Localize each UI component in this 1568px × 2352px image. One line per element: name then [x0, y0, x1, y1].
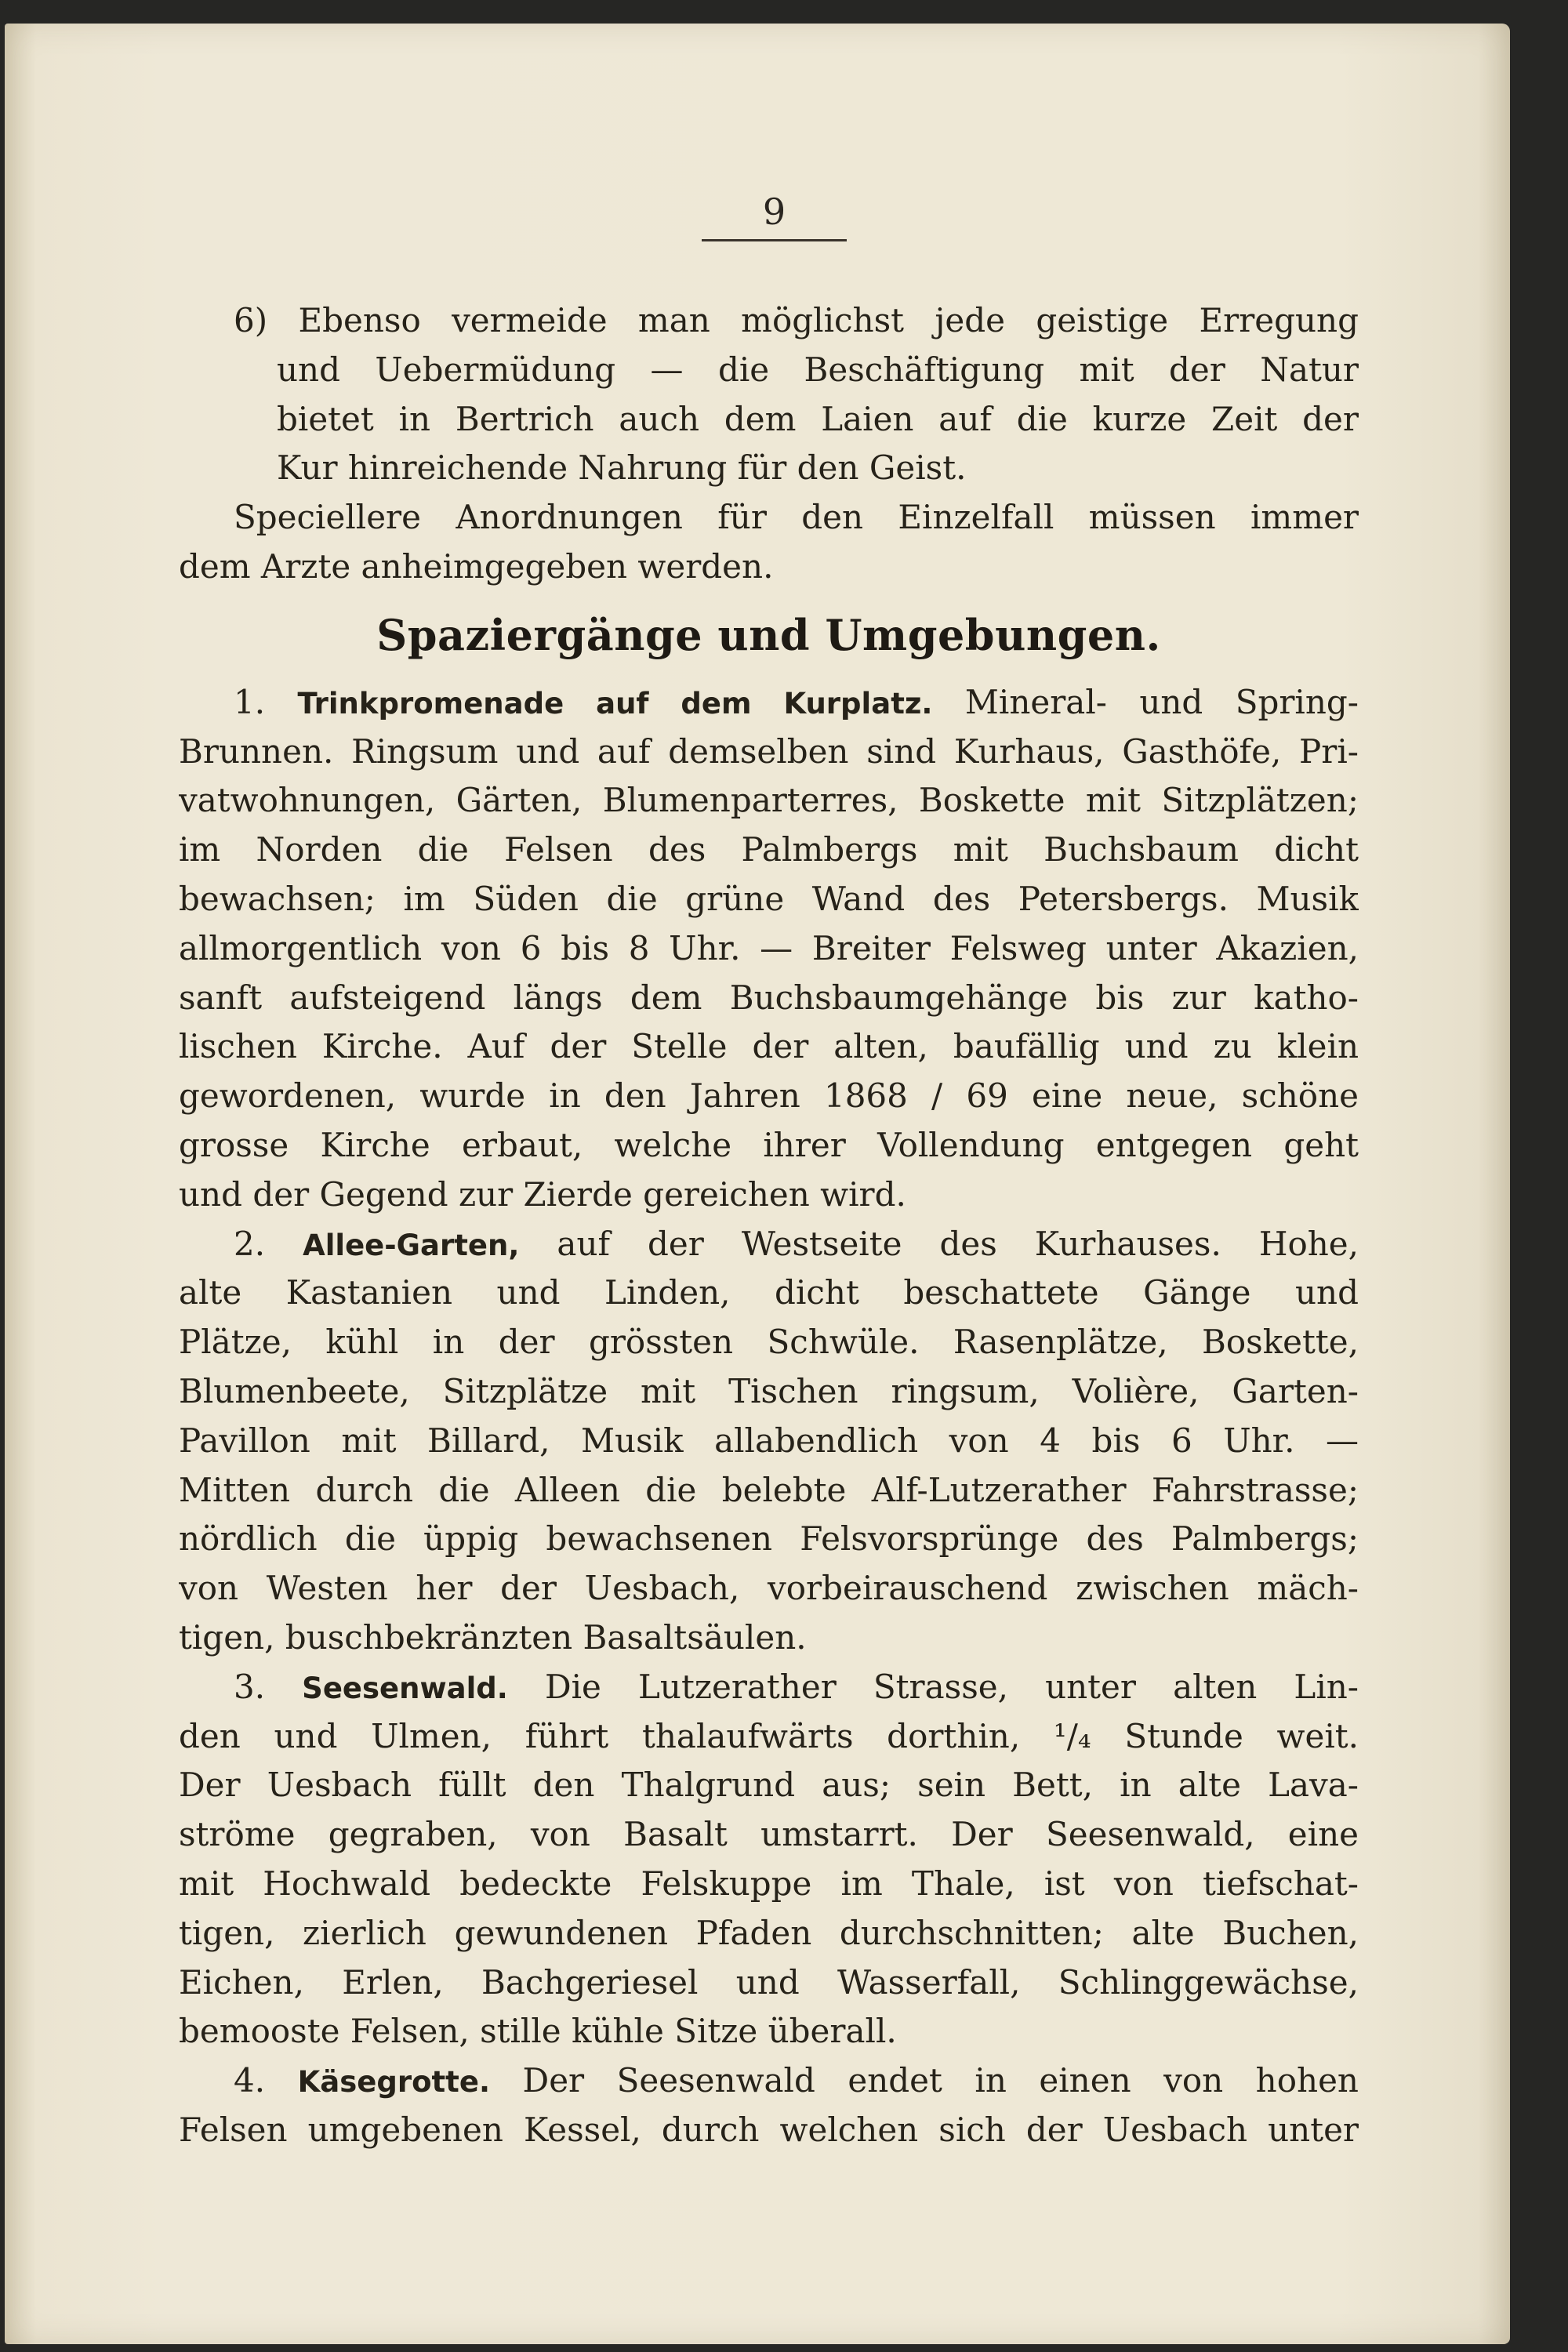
text-line: ströme gegraben, von Basalt umstarrt. Der Seesenwald, eine: [179, 1815, 1359, 1854]
text-line: Speciellere Anordnungen für den Einzelfall müssen immer: [234, 498, 1359, 537]
text-line: 6) Ebenso vermeide man möglichst jede geistige Erregung: [234, 301, 1359, 339]
text-line: Mitten durch die Alleen die belebte Alf-Lutzerather Fahrstrasse;: [179, 1470, 1359, 1509]
section-first-rest: Der Seesenwald endet in einen von hohen: [522, 2061, 1359, 2100]
section-number: 2.: [234, 1224, 303, 1263]
text-line: tigen, zierlich gewundenen Pfaden durchschnitten; alte Buchen,: [179, 1913, 1359, 1952]
section-heading: Spaziergänge und Umgebungen.: [376, 609, 1161, 660]
text-line: Brunnen. Ringsum und auf demselben sind Kurhaus, Gasthöfe, Pri-: [179, 731, 1359, 771]
text-line: bewachsen; im Süden die grüne Wand des Petersbergs. Musik: [179, 879, 1359, 918]
text-line: Kur hinreichende Nahrung für den Geist.: [277, 448, 967, 488]
text-line: grosse Kirche erbaut, welche ihrer Vollendung entgegen geht: [179, 1125, 1359, 1164]
text-line: lischen Kirche. Auf der Stelle der alten, baufällig und zu klein: [179, 1027, 1359, 1066]
section-first-rest: auf der Westseite des Kurhauses. Hohe,: [557, 1224, 1359, 1263]
section-first-line: [179, 2056, 1359, 2106]
text-line: Blumenbeete, Sitzplätze mit Tischen ringsum, Volière, Garten-: [179, 1371, 1359, 1410]
text-line: nördlich die üppig bewachsenen Felsvorsprünge des Palmbergs;: [179, 1519, 1359, 1559]
section-number: 3.: [234, 1667, 303, 1706]
text-line: Pavillon mit Billard, Musik allabendlich von 4 bis 6 Uhr. —: [179, 1421, 1359, 1460]
section-title: Seesenwald.: [302, 1671, 508, 1705]
section-first-rest: Mineral- und Spring-: [964, 682, 1359, 721]
text-line: gewordenen, wurde in den Jahren 1868 / 69 eine neue, schöne: [179, 1076, 1359, 1116]
sections: [179, 678, 1359, 2155]
section-number: 1.: [234, 682, 298, 721]
intro-paragraphs: [179, 296, 1359, 592]
text-line: vatwohnungen, Gärten, Blumenparterres, Boskette mit Sitzplätzen;: [179, 781, 1359, 820]
text-line: im Norden die Felsen des Palmbergs mit Buchsbaum dicht: [179, 830, 1359, 869]
text-line: bemooste Felsen, stille kühle Sitze überall.: [179, 2012, 897, 2051]
section-number: 4.: [234, 2061, 298, 2100]
text-line: alte Kastanien und Linden, dicht beschattete Gänge und: [179, 1273, 1359, 1312]
section-title: Käsegrotte.: [297, 2065, 491, 2100]
text-line: und der Gegend zur Zierde gereichen wird.: [179, 1174, 906, 1214]
text-line: Plätze, kühl in der grössten Schwüle. Rasenplätze, Boskette,: [179, 1323, 1359, 1362]
text-line: Eichen, Erlen, Bachgeriesel und Wasserfall, Schlinggewächse,: [179, 1962, 1359, 2002]
section-title: Allee-Garten,: [303, 1228, 520, 1262]
page-number: 9: [762, 191, 786, 233]
section-title: Trinkpromenade auf dem Kurplatz.: [297, 686, 933, 720]
text-line: tigen, buschbekränzten Basaltsäulen.: [179, 1617, 807, 1657]
text-line: allmorgentlich von 6 bis 8 Uhr. — Breiter Felsweg unter Akazien,: [179, 928, 1359, 967]
page-text: [179, 296, 1359, 2155]
section-first-line: [179, 1220, 1359, 1269]
text-line: mit Hochwald bedeckte Felskuppe im Thale, ist von tiefschat-: [179, 1864, 1359, 1903]
page-number-rule: [702, 239, 847, 241]
text-line: bietet in Bertrich auch dem Laien auf die kurze Zeit der: [277, 399, 1359, 438]
text-line: den und Ulmen, führt thalaufwärts dorthin, ¹/₄ Stunde weit.: [179, 1716, 1359, 1755]
text-line: von Westen her der Uesbach, vorbeirauschend zwischen mäch-: [179, 1569, 1359, 1608]
section-first-rest: Die Lutzerather Strasse, unter alten Lin-: [544, 1667, 1359, 1706]
text-line: Felsen umgebenen Kessel, durch welchen sich der Uesbach unter: [179, 2110, 1359, 2149]
text-line: und Uebermüdung — die Beschäftigung mit der Natur: [277, 350, 1359, 389]
text-line: dem Arzte anheimgegeben werden.: [179, 546, 774, 586]
section-first-line: [179, 678, 1359, 728]
text-line: Der Uesbach füllt den Thalgrund aus; sein Bett, in alte Lava-: [179, 1766, 1359, 1805]
text-line: sanft aufsteigend längs dem Buchsbaumgehänge bis zur katho-: [179, 978, 1359, 1017]
section-first-line: [179, 1663, 1359, 1712]
